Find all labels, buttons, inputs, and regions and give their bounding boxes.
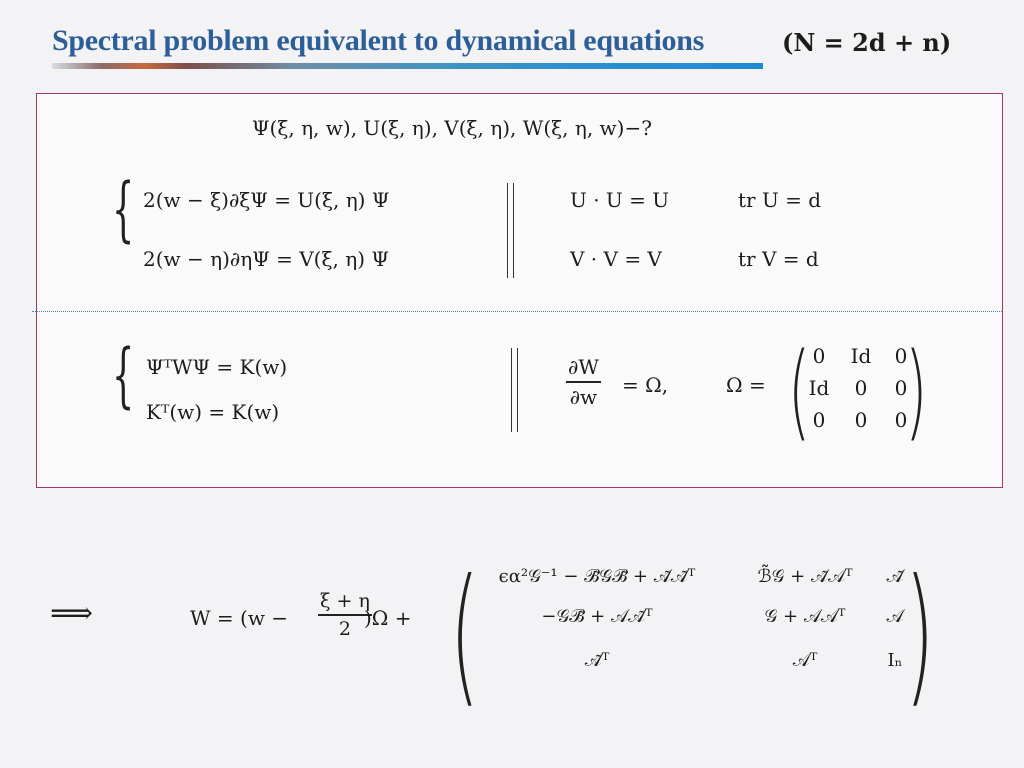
ode-eta: 2(w − η)∂ηΨ = V(ξ, η) Ψ bbox=[143, 247, 389, 271]
dW-numerator: ∂W bbox=[568, 355, 599, 379]
omega-cell: 0 bbox=[894, 408, 908, 432]
system-brace-2: { bbox=[112, 334, 135, 416]
omega-cell: Id bbox=[850, 344, 872, 368]
separator-bar-2 bbox=[511, 348, 518, 432]
implies-arrow: ⟹ bbox=[50, 596, 94, 631]
omega-plus: )Ω + bbox=[364, 606, 412, 630]
projector-u: U · U = U bbox=[570, 188, 670, 212]
result-cell: ℬ̃𝒢 + 𝒜̃𝒜ᵀ bbox=[757, 566, 853, 587]
w-expression-lhs: W = (w − bbox=[190, 606, 289, 630]
omega-cell: 0 bbox=[894, 376, 908, 400]
dW-fraction bbox=[566, 355, 601, 409]
result-matrix-right-paren: ) bbox=[905, 548, 935, 722]
result-cell: −𝒢ℬ̃ + 𝒜𝒜̃ᵀ bbox=[541, 606, 653, 627]
omega-cell: 0 bbox=[894, 344, 908, 368]
separator-bar-1 bbox=[507, 183, 514, 278]
dW-denominator: ∂w bbox=[569, 384, 598, 409]
result-cell: 𝒜̃ bbox=[886, 566, 904, 587]
omega-matrix-right-paren: ) bbox=[905, 330, 928, 452]
omega-cell: Id bbox=[808, 376, 830, 400]
xi-eta-numerator: ξ + η bbox=[320, 590, 370, 612]
omega-definition: Ω = bbox=[726, 373, 766, 397]
omega-matrix-left-paren: ( bbox=[788, 330, 811, 452]
gauge-equation: ΨᵀWΨ = K(w) bbox=[146, 355, 288, 379]
xi-eta-denominator: 2 bbox=[338, 617, 351, 640]
result-cell: ϵα²𝒢⁻¹ − ℬ̃𝒢ℬ̃ + 𝒜̃𝒜̃ᵀ bbox=[498, 566, 696, 587]
symmetry-equation: Kᵀ(w) = K(w) bbox=[146, 400, 280, 424]
ode-xi: 2(w − ξ)∂ξΨ = U(ξ, η) Ψ bbox=[143, 188, 390, 212]
result-matrix-left-paren: ( bbox=[450, 548, 480, 722]
unknowns-line: Ψ(ξ, η, w), U(ξ, η), V(ξ, η), W(ξ, η, w)−? bbox=[252, 116, 652, 140]
omega-cell: 0 bbox=[812, 344, 826, 368]
slide-title: Spectral problem equivalent to dynamical equations bbox=[52, 24, 704, 57]
title-underline bbox=[52, 63, 763, 69]
projector-v: V · V = V bbox=[570, 247, 662, 271]
result-cell: 𝒜̃ᵀ bbox=[584, 650, 610, 671]
omega-cell: 0 bbox=[854, 408, 868, 432]
dimension-formula: (N = 2d + n) bbox=[782, 28, 952, 57]
panel-divider bbox=[32, 311, 1002, 312]
result-cell: Iₙ bbox=[887, 650, 903, 671]
result-cell: 𝒜ᵀ bbox=[792, 650, 818, 671]
system-brace-1: { bbox=[112, 168, 135, 250]
trace-v: tr V = d bbox=[738, 247, 819, 271]
result-cell: 𝒜 bbox=[886, 606, 904, 627]
omega-cell: 0 bbox=[812, 408, 826, 432]
trace-u: tr U = d bbox=[738, 188, 822, 212]
result-cell: 𝒢 + 𝒜𝒜ᵀ bbox=[764, 606, 846, 627]
dW-equals: = Ω, bbox=[622, 373, 669, 397]
omega-cell: 0 bbox=[854, 376, 868, 400]
fraction-line bbox=[566, 381, 601, 383]
